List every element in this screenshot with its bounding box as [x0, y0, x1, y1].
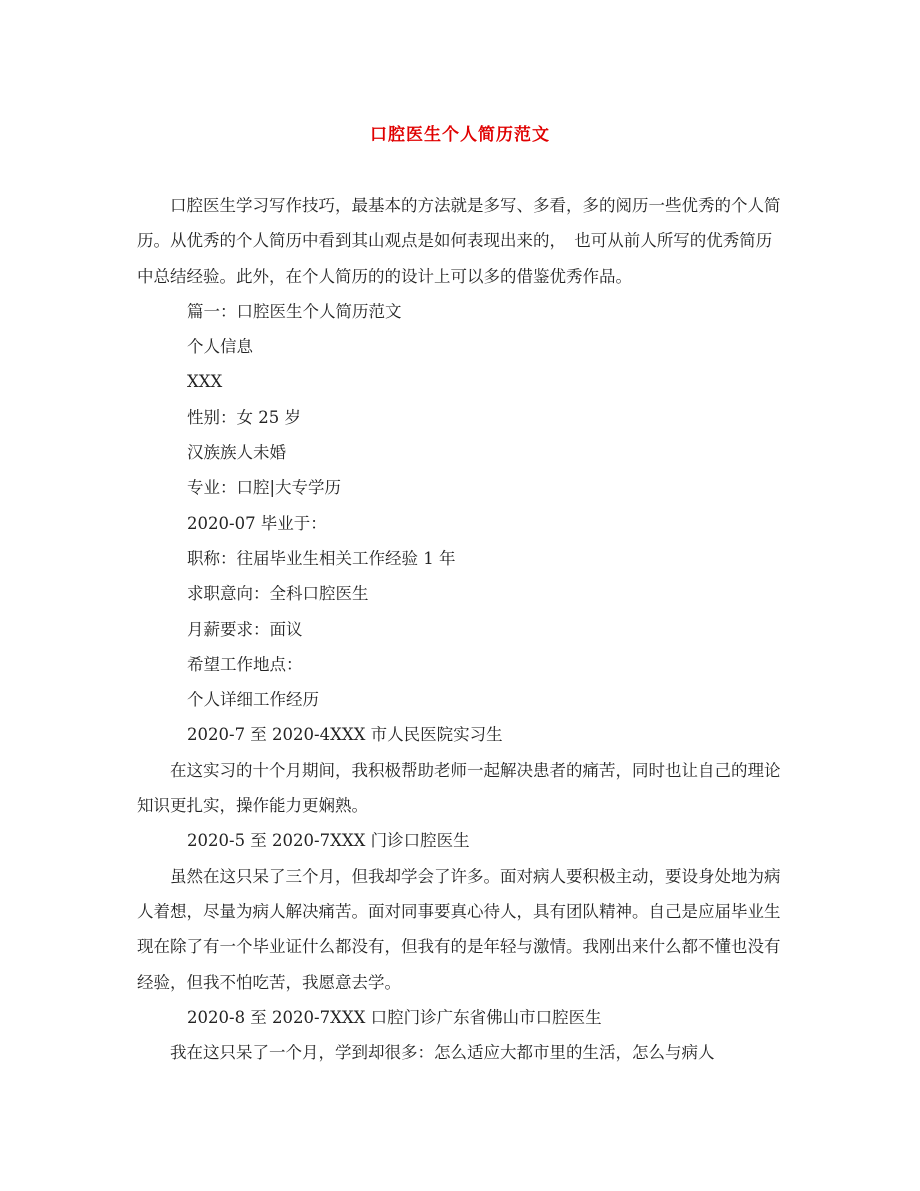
ethnicity-marital-line: 汉族族人未婚 [187, 443, 286, 463]
gender-age-line: 性别：女 25 岁 [187, 407, 301, 427]
title-experience-line: 职称：往届毕业生相关工作经验 1 年 [187, 548, 456, 568]
major-line: 专业：口腔|大专学历 [187, 478, 342, 498]
job2-description: 虽然在这只呆了三个月，但我却学会了许多。面对病人要积极主动，要设身处地为病人着想，尽量为病人解决痛苦。面对同事要真心待人，具有团队精神。自己是应届毕业生现在除了有一个毕业证什么都没有，但我有的是年轻与激情。我刚出来什么都不懂也没有经验，但我不怕吃苦，我愿意去学。 [137, 866, 781, 992]
salary-line: 月薪要求：面议 [187, 619, 303, 639]
document-body [137, 188, 787, 1070]
info-heading: 个人信息 [187, 337, 253, 357]
job1-header: 2020-7 至 2020-4XXX 市人民医院实习生 [187, 725, 503, 745]
name-line: XXX [187, 372, 223, 392]
job1-description: 在这实习的十个月期间，我积极帮助老师一起解决患者的痛苦，同时也让自己的理论知识更扎实，操作能力更娴熟。 [137, 760, 781, 816]
job2-header: 2020-5 至 2020-7XXX 门诊口腔医生 [187, 831, 470, 851]
job3-header: 2020-8 至 2020-7XXX 口腔门诊广东省佛山市口腔医生 [187, 1007, 602, 1027]
graduation-line: 2020-07 毕业于： [187, 513, 327, 533]
job3-description: 我在这只呆了一个月，学到却很多：怎么适应大都市里的生活，怎么与病人 [170, 1043, 715, 1063]
intro-paragraph: 口腔医生学习写作技巧，最基本的方法就是多写、多看，多的阅历一些优秀的个人简历。从优秀的个人简历中看到其山观点是如何表现出来的， 也可从前人所写的优秀简历中总结经验。此外，在个人简历的的设计上可以多的借鉴优秀作品。 [137, 196, 781, 286]
job-intention-line: 求职意向：全科口腔医生 [187, 584, 369, 604]
work-heading: 个人详细工作经历 [187, 690, 319, 710]
section-heading: 篇一：口腔医生个人简历范文 [187, 301, 402, 321]
document-title: 口腔医生个人简历范文 [370, 125, 550, 145]
location-line: 希望工作地点： [187, 654, 303, 674]
